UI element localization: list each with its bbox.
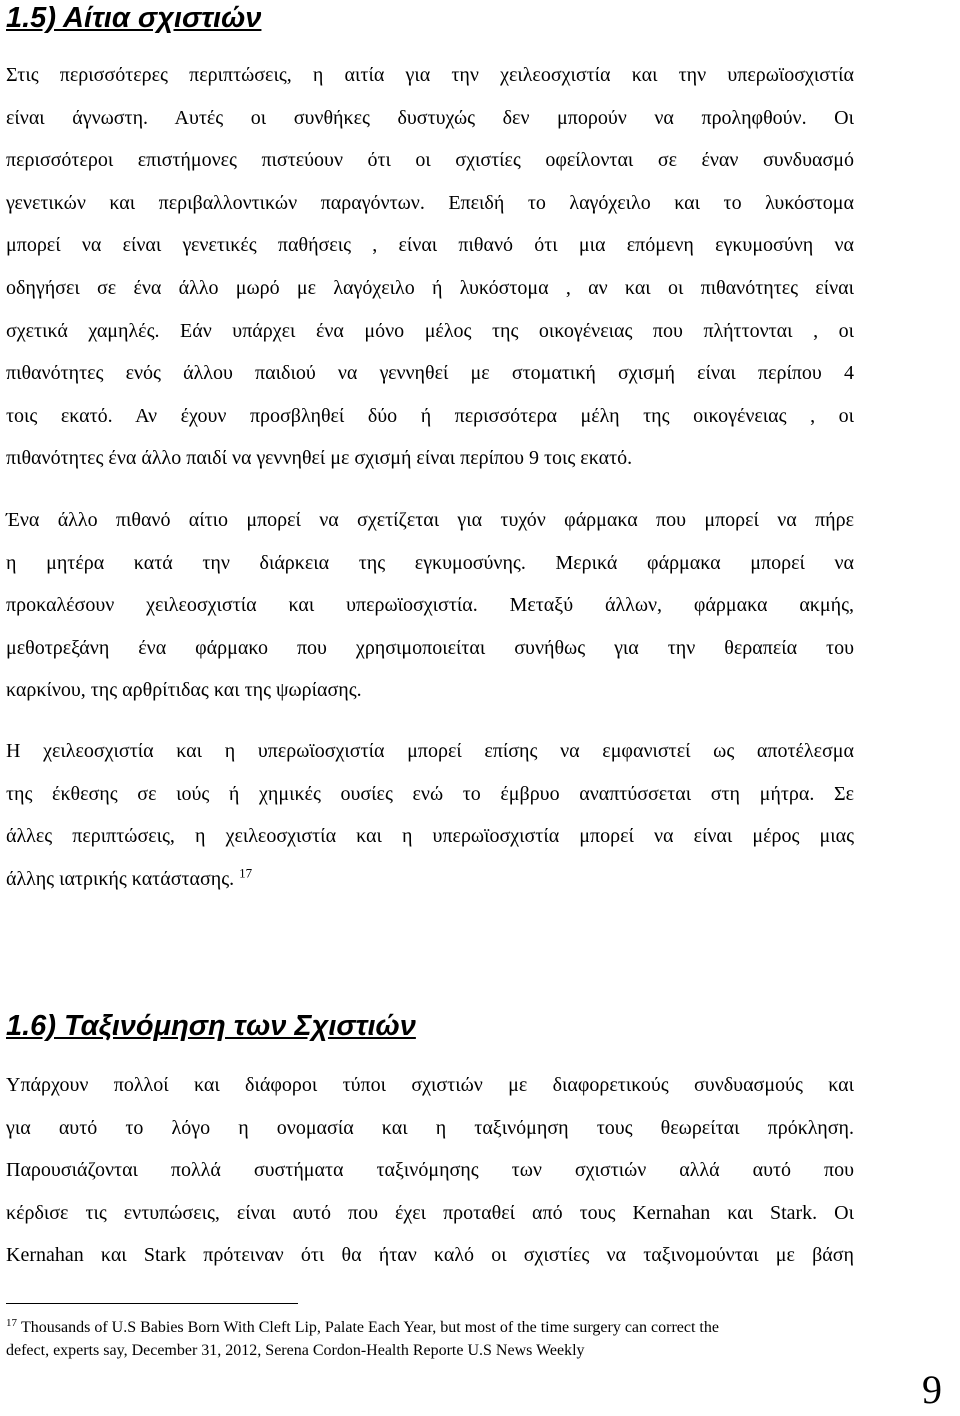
paragraph-causes-1: [6, 54, 854, 480]
text-line: μπορεί να είναι γενετικές παθήσεις , είναι πιθανό ότι μια επόμενη εγκυμοσύνη να: [6, 234, 854, 257]
text-line: Ένα άλλο πιθανό αίτιο μπορεί να σχετίζεται για τυχόν φάρμακα που μπορεί να πήρε: [6, 509, 854, 531]
footnote: [6, 1316, 846, 1362]
section-heading-causes: 1.5) Αίτια σχιστιών: [6, 2, 262, 34]
text-line: σχετικά χαμηλές. Εάν υπάρχει ένα μόνο μέλος της οικογένειας που πλήττονται , οι: [6, 319, 854, 342]
text-line: Παρουσιάζονται πολλά συστήματα ταξινόμησης των σχιστιών αλλά αυτό που: [6, 1159, 854, 1182]
page-number: 9: [922, 1367, 942, 1412]
paragraph-causes-3: [6, 730, 854, 900]
paragraph-causes-2: [6, 499, 854, 712]
text-line: είναι άγνωστη. Αυτές οι συνθήκες δυστυχώς δεν μπορούν να προληφθούν. Οι: [6, 106, 854, 129]
text-line: Υπάρχουν πολλοί και διάφοροι τύποι σχιστιών με διαφορετικούς συνδυασμούς και: [6, 1074, 854, 1096]
text-line: γενετικών και περιβαλλοντικών παραγόντων. Επειδή το λαγόχειλο και το λυκόστομα: [6, 191, 854, 214]
text-line: Στις περισσότερες περιπτώσεις, η αιτία για την χειλεοσχιστία και την υπερωϊοσχιστία: [6, 64, 854, 86]
text-line: οδηγήσει σε ένα άλλο μωρό με λαγόχειλο ή λυκόστομα , αν και οι πιθανότητες είναι: [6, 276, 854, 299]
text-line: της έκθεσης σε ιούς ή χημικές ουσίες ενώ το έμβρυο αναπτύσσεται στη μήτρα. Σε: [6, 782, 854, 805]
text-line: η μητέρα κατά την διάρκεια της εγκυμοσύνης. Μερικά φάρμακα μπορεί να: [6, 551, 854, 574]
text-line: προκαλέσουν χειλεοσχιστία και υπερωϊοσχιστία. Μεταξύ άλλων, φάρμακα ακμής,: [6, 594, 854, 617]
text-line-content: άλλης ιατρικής κατάστασης.: [6, 867, 235, 890]
text-line: Η χειλεοσχιστία και η υπερωϊοσχιστία μπορεί επίσης να εμφανιστεί ως αποτέλεσμα: [6, 740, 854, 762]
footnote-text: Thousands of U.S Babies Born With Cleft Lip, Palate Each Year, but most of the time surgery can correct the: [21, 1319, 719, 1336]
footnote-number: 17: [6, 1316, 17, 1329]
text-line: περισσότεροι επιστήμονες πιστεύουν ότι οι σχιστίες οφείλονται σε έναν συνδυασμό: [6, 149, 854, 172]
footnote-line-1: [6, 1316, 846, 1339]
text-line: πιθανότητες ένα άλλο παιδί να γεννηθεί με σχισμή είναι περίπου 9 τοις εκατό.: [6, 447, 633, 470]
text-line: Kernahan και Stark πρότειναν ότι θα ήταν καλό οι σχιστίες να ταξινομούνται με βάση: [6, 1244, 854, 1267]
text-line: κέρδισε τις εντυπώσεις, είναι αυτό που έχει προταθεί από τους Kernahan και Stark. Οι: [6, 1201, 854, 1224]
text-line: καρκίνου, της αρθρίτιδας και της ψωρίασης.: [6, 679, 362, 702]
footnote-separator: [6, 1303, 298, 1304]
text-line: [6, 858, 854, 901]
text-line: τοις εκατό. Αν έχουν προσβληθεί δύο ή περισσότερα μέλη της οικογένειας , οι: [6, 404, 854, 427]
text-line: άλλες περιπτώσεις, η χειλεοσχιστία και η υπερωϊοσχιστία μπορεί να είναι μέρος μιας: [6, 825, 854, 848]
footnote-reference[interactable]: 17: [239, 865, 253, 881]
text-line: για αυτό το λόγο η ονομασία και η ταξινόμηση τους θεωρείται πρόκληση.: [6, 1116, 854, 1139]
footnote-line-2: defect, experts say, December 31, 2012, Serena Cordon-Health Reporte U.S News Weekly: [6, 1342, 585, 1359]
text-line: πιθανότητες ενός άλλου παιδιού να γεννηθεί με στοματική σχισμή είναι περίπου 4: [6, 362, 854, 385]
paragraph-classification-1: [6, 1064, 854, 1277]
text-line: μεθοτρεξάνη ένα φάρμακο που χρησιμοποιείται συνήθως για την θεραπεία του: [6, 636, 854, 659]
section-heading-classification: 1.6) Ταξινόμηση των Σχιστιών: [6, 1010, 416, 1042]
